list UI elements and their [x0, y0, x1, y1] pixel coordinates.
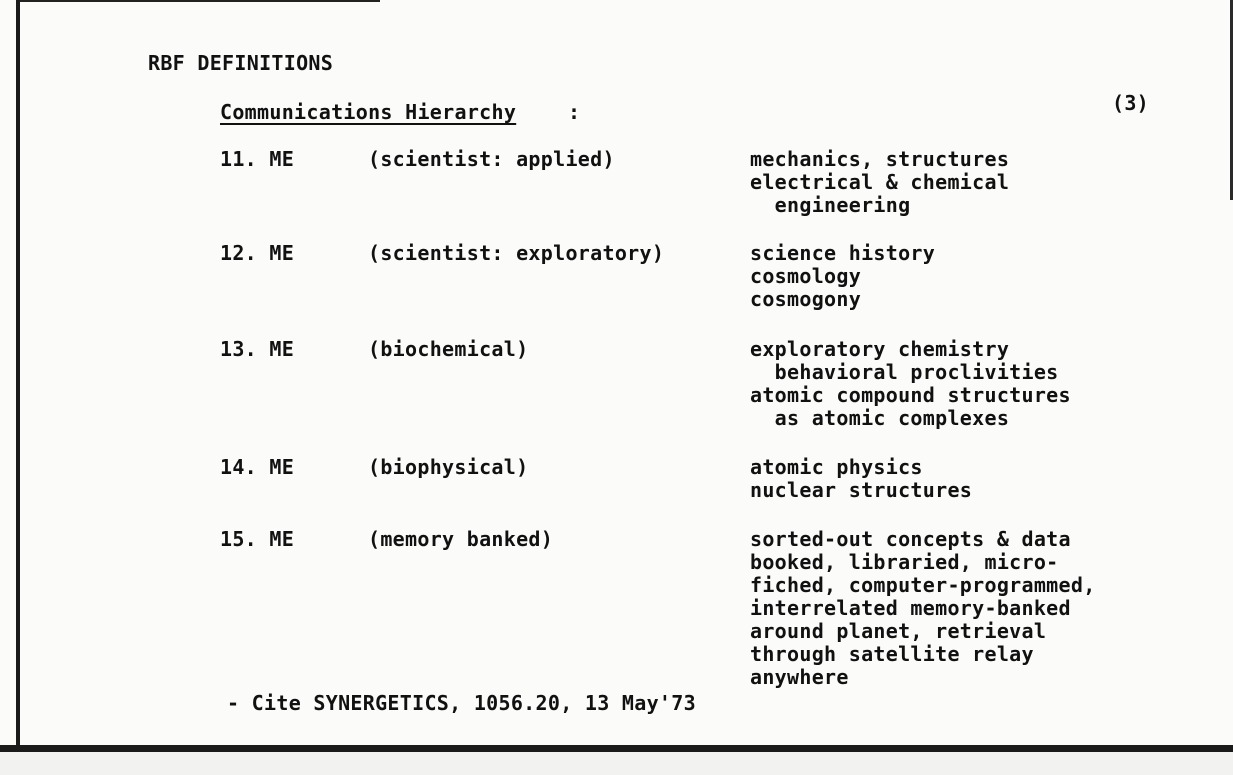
entry-description-line: behavioral proclivities: [750, 360, 1059, 384]
section-title: Communications Hierarchy: [220, 100, 517, 124]
entry-number: 15. ME: [220, 527, 295, 551]
entry-description-line: electrical & chemical: [750, 170, 1010, 194]
document-heading: RBF DEFINITIONS: [148, 51, 334, 75]
page-border-left: [16, 0, 20, 752]
page-border-top: [20, 0, 380, 2]
entry-description-line: science history: [750, 241, 936, 265]
entry-role: (memory banked): [368, 527, 554, 551]
entry-number: 14. ME: [220, 455, 295, 479]
entry-description-line: cosmogony: [750, 287, 862, 311]
entry-role: (biophysical): [368, 455, 529, 479]
entry-description-line: cosmology: [750, 264, 862, 288]
entry-description-line: nuclear structures: [750, 478, 973, 502]
entry-role: (biochemical): [368, 337, 529, 361]
page-number: (3): [1112, 91, 1150, 115]
page-border-bottom: [0, 745, 1233, 752]
section-title-colon: :: [568, 100, 581, 124]
entry-description-line: fiched, computer-programmed,: [750, 573, 1096, 597]
entry-number: 13. ME: [220, 337, 295, 361]
entry-description-line: mechanics, structures: [750, 147, 1010, 171]
entry-description-line: anywhere: [750, 665, 849, 689]
entry-description-line: engineering: [750, 193, 911, 217]
entry-description-line: through satellite relay: [750, 642, 1034, 666]
entry-role: (scientist: exploratory): [368, 241, 665, 265]
citation: - Cite SYNERGETICS, 1056.20, 13 May'73: [227, 691, 696, 715]
entry-description-line: sorted-out concepts & data: [750, 527, 1071, 551]
entry-description-line: interrelated memory-banked: [750, 596, 1071, 620]
entry-description-line: exploratory chemistry: [750, 337, 1010, 361]
entry-role: (scientist: applied): [368, 147, 615, 171]
entry-description-line: booked, libraried, micro-: [750, 550, 1059, 574]
entry-number: 11. ME: [220, 147, 295, 171]
scan-margin: [0, 752, 1233, 775]
entry-description-line: atomic physics: [750, 455, 923, 479]
entry-number: 12. ME: [220, 241, 295, 265]
entry-description-line: atomic compound structures: [750, 383, 1071, 407]
entry-description-line: as atomic complexes: [750, 406, 1010, 430]
entry-description-line: around planet, retrieval: [750, 619, 1047, 643]
